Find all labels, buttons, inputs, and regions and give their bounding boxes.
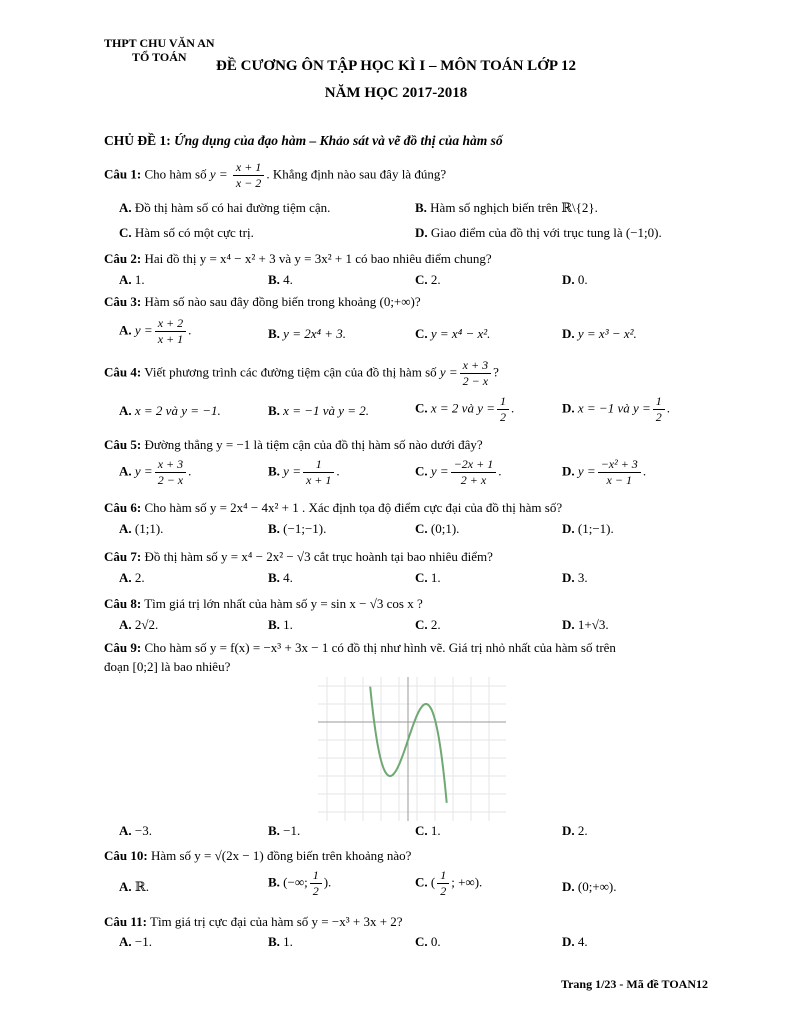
option-letter: A.	[119, 322, 132, 338]
fraction	[653, 394, 665, 425]
option-letter: A.	[119, 934, 132, 949]
q11-option-c	[415, 934, 441, 950]
option-text: y = 2x⁴ + 3.	[283, 326, 347, 341]
option-text: x = 2 và y = −1.	[134, 403, 221, 418]
question-text: . Khẳng định nào sau đây là đúng?	[266, 166, 447, 182]
option-letter: A.	[119, 521, 132, 536]
option-letter: C.	[415, 521, 428, 536]
option-letter: C.	[119, 225, 132, 240]
question-8	[104, 596, 423, 612]
option-text: 1+√3.	[577, 617, 609, 632]
option-text: ; +∞).	[451, 874, 483, 890]
denominator: x − 1	[606, 473, 632, 487]
q1-option-d	[415, 225, 662, 241]
q6-option-b	[268, 521, 326, 537]
numerator: 1	[653, 394, 665, 410]
q9-option-c	[415, 823, 441, 839]
option-text: ℝ.	[134, 879, 149, 894]
question-text: ?	[493, 364, 499, 380]
school-year: NĂM HỌC 2017-2018	[324, 85, 468, 101]
q5-option-d: D. y = $\frac{\text{−x² + 3}}{x - 1}$ .	[562, 457, 647, 487]
question-text: Hai đồ thị y = x⁴ − x² + 3 và y = 3x² + 1 có bao nhiêu điểm chung?	[144, 251, 492, 266]
option-text: x = −1 và y =	[577, 400, 651, 416]
q7-option-c	[415, 570, 441, 586]
question-label: Câu 3:	[104, 294, 142, 309]
option-text: (1;1).	[134, 521, 164, 536]
fraction	[437, 868, 449, 899]
q2-option-b	[268, 272, 293, 288]
q8-option-b	[268, 617, 293, 633]
option-text: (−1;−1).	[283, 521, 327, 536]
option-text: 1.	[430, 823, 441, 838]
numerator: x + 1	[233, 160, 264, 176]
option-letter: B.	[268, 521, 280, 536]
q4-option-d: D. x = −1 và y = $\frac{1}{2}$ .	[562, 394, 671, 424]
q4-option-c: C. x = 2 và y = $\frac{1}{2}$ .	[415, 394, 515, 424]
q11-option-a	[119, 934, 152, 950]
option-text: 2.	[430, 272, 441, 287]
option-letter: D.	[562, 879, 575, 894]
option-letter: C.	[415, 934, 428, 949]
option-text: 1.	[430, 570, 441, 585]
denominator: 2 − x	[157, 473, 184, 487]
option-text: (1;−1).	[577, 521, 614, 536]
option-letter: B.	[268, 934, 280, 949]
fraction	[460, 358, 491, 389]
question-1	[104, 160, 446, 191]
question-text: Hàm số y = √(2x − 1) đồng biến trên khoảng nào?	[150, 848, 412, 863]
option-text: (0;+∞).	[577, 879, 617, 894]
q2-option-d	[562, 272, 588, 288]
option-letter: C.	[415, 874, 428, 890]
fraction	[155, 457, 186, 488]
denominator: 2	[440, 884, 447, 898]
q1-option-c	[119, 225, 254, 241]
option-letter: B.	[268, 874, 280, 890]
option-text: 1.	[283, 617, 293, 632]
q11-option-b	[268, 934, 293, 950]
option-text: Giao điểm của đồ thị với trục tung là (−1;0).	[430, 225, 662, 240]
q5-option-c: C. y = $\frac{-2x + 1}{2 + x}$ .	[415, 457, 502, 487]
function-lhs: y =	[209, 166, 228, 182]
question-10	[104, 848, 411, 864]
denominator: x + 1	[157, 332, 184, 346]
question-label: Câu 11:	[104, 914, 147, 929]
option-letter: B.	[268, 617, 280, 632]
denominator: 2 + x	[460, 473, 487, 487]
option-letter: D.	[415, 225, 428, 240]
option-letter: A.	[119, 463, 132, 479]
option-text: x = −1 và y = 2.	[283, 403, 370, 418]
option-letter: A.	[119, 879, 132, 894]
option-text: 4.	[283, 570, 293, 585]
denominator: 2	[312, 884, 319, 898]
question-label: Câu 2:	[104, 251, 142, 266]
option-letter: C.	[415, 400, 428, 416]
q4-option-a	[119, 403, 221, 419]
option-text: 4.	[283, 272, 293, 287]
q9-option-b	[268, 823, 300, 839]
department-name: TỔ TOÁN	[132, 50, 187, 64]
option-text: −1.	[283, 823, 301, 838]
q1-option-a	[119, 200, 330, 216]
topic-text: Ứng dụng của đạo hàm – Khảo sát và vẽ đồ thị của hàm số	[174, 133, 503, 148]
q2-option-a	[119, 272, 145, 288]
option-letter: D.	[562, 272, 575, 287]
function-lhs: y =	[134, 463, 153, 479]
q2-option-c	[415, 272, 441, 288]
denominator: 2	[655, 410, 662, 424]
question-text: Tìm giá trị cực đại của hàm số y = −x³ + 3x + 2?	[150, 914, 403, 929]
option-letter: C.	[415, 326, 428, 341]
question-label: Câu 6:	[104, 500, 142, 515]
q3-option-d	[562, 326, 637, 342]
option-letter: B.	[268, 823, 280, 838]
option-text: (	[430, 874, 436, 890]
topic-heading	[104, 133, 503, 149]
option-letter: D.	[562, 570, 575, 585]
question-text: Đồ thị hàm số y = x⁴ − 2x² − √3 cắt trục hoành tại bao nhiêu điểm?	[144, 549, 493, 564]
question-label: Câu 1:	[104, 166, 142, 182]
option-letter: D.	[562, 823, 575, 838]
question-label: Câu 10:	[104, 848, 148, 863]
function-lhs: y =	[283, 463, 301, 479]
option-text: 3.	[577, 570, 588, 585]
q7-option-d	[562, 570, 588, 586]
q1-option-b	[415, 200, 598, 216]
option-letter: C.	[415, 823, 428, 838]
q5-option-b: B. y = $\frac{1}{x + 1}$ .	[268, 457, 340, 487]
q6-option-a	[119, 521, 163, 537]
option-text: 0.	[577, 272, 588, 287]
numerator: 1	[310, 868, 322, 884]
option-letter: D.	[562, 326, 575, 341]
q6-option-d	[562, 521, 614, 537]
numerator: 1	[497, 394, 509, 410]
function-lhs: y =	[430, 463, 449, 479]
q8-option-a	[119, 617, 158, 633]
q3-option-a: A. y = $\frac{x + 2}{x + 1}$ .	[119, 316, 192, 346]
option-letter: B.	[268, 463, 280, 479]
q8-option-c	[415, 617, 441, 633]
option-letter: A.	[119, 570, 132, 585]
question-label: Câu 4:	[104, 364, 142, 380]
q3-option-b	[268, 326, 346, 342]
option-letter: C.	[415, 463, 428, 479]
option-letter: D.	[562, 521, 575, 536]
option-text: −3.	[134, 823, 152, 838]
option-text: Đồ thị hàm số có hai đường tiệm cận.	[134, 200, 331, 215]
option-letter: D.	[562, 934, 575, 949]
option-text: −1.	[134, 934, 152, 949]
topic-label: CHỦ ĐỀ 1:	[104, 133, 171, 148]
option-text: y = x⁴ − x².	[430, 326, 491, 341]
option-text: ).	[323, 874, 332, 890]
option-letter: D.	[562, 617, 575, 632]
question-text: Cho hàm số	[144, 166, 207, 182]
fraction	[451, 457, 497, 488]
numerator: −2x + 1	[451, 457, 497, 473]
fraction	[598, 457, 641, 488]
option-text: 1.	[134, 272, 145, 287]
q11-option-d	[562, 934, 588, 950]
q9-option-a	[119, 823, 152, 839]
option-letter: C.	[415, 272, 428, 287]
q10-option-c	[415, 868, 482, 899]
q8-option-d	[562, 617, 609, 633]
option-letter: C.	[415, 617, 428, 632]
fraction	[155, 316, 186, 347]
denominator: 2	[500, 410, 506, 424]
question-label: Câu 8:	[104, 596, 142, 611]
option-letter: C.	[415, 570, 428, 585]
option-text: x = 2 và y =	[430, 400, 495, 416]
option-letter: D.	[562, 463, 575, 479]
numerator: 1	[437, 868, 449, 884]
q3-option-c	[415, 326, 490, 342]
question-text: Tìm giá trị lớn nhất của hàm số y = sin x − √3 cos x ?	[144, 596, 423, 611]
numerator: x + 2	[155, 316, 186, 332]
fraction	[310, 868, 322, 899]
page-footer: Trang 1/23 - Mã đề TOAN12	[560, 977, 708, 991]
fraction	[233, 160, 264, 191]
q4-option-b	[268, 403, 369, 419]
option-text: (0;1).	[430, 521, 460, 536]
numerator: x + 3	[155, 457, 186, 473]
option-letter: A.	[119, 617, 132, 632]
question-5	[104, 437, 483, 453]
fraction	[303, 457, 334, 488]
question-6	[104, 500, 562, 516]
option-letter: A.	[119, 823, 132, 838]
function-graph	[318, 677, 506, 821]
numerator: −x² + 3	[598, 457, 641, 473]
denominator: 2 − x	[462, 374, 489, 388]
question-text: Hàm số nào sau đây đồng biến trong khoảng (0;+∞)?	[144, 294, 421, 309]
option-letter: B.	[268, 570, 280, 585]
numerator: 1	[303, 457, 334, 473]
question-label: Câu 7:	[104, 549, 142, 564]
question-text: Cho hàm số y = f(x) = −x³ + 3x − 1 có đồ thị như hình vẽ. Giá trị nhỏ nhất của hàm số trên	[144, 640, 616, 655]
option-text: 4.	[577, 934, 588, 949]
option-text: y = x³ − x².	[577, 326, 637, 341]
option-text: 1.	[283, 934, 293, 949]
question-text: Viết phương trình các đường tiệm cận của đồ thị hàm số	[144, 364, 437, 380]
option-letter: A.	[119, 272, 132, 287]
question-text: Đường thẳng y = −1 là tiệm cận của đồ thị hàm số nào dưới đây?	[144, 437, 483, 452]
q7-option-a	[119, 570, 145, 586]
document-title: ĐỀ CƯƠNG ÔN TẬP HỌC KÌ I – MÔN TOÁN LỚP 12	[216, 58, 576, 74]
option-text: 0.	[430, 934, 441, 949]
q7-option-b	[268, 570, 293, 586]
q5-option-a: A. y = $\frac{x + 3}{2 - x}$ .	[119, 457, 192, 487]
option-text: 2√2.	[134, 617, 159, 632]
option-text: 2.	[430, 617, 441, 632]
function-lhs: y =	[577, 463, 596, 479]
question-9-cont: đoạn [0;2] là bao nhiêu?	[104, 659, 231, 674]
option-letter: D.	[562, 400, 575, 416]
question-7	[104, 549, 493, 565]
option-letter: B.	[268, 326, 280, 341]
q10-option-b	[268, 868, 331, 899]
question-4	[104, 358, 499, 389]
fraction	[497, 394, 509, 425]
question-3	[104, 294, 421, 310]
q6-option-c	[415, 521, 459, 537]
q10-option-d	[562, 879, 617, 895]
denominator: x − 2	[235, 176, 262, 190]
school-name: THPT CHU VĂN AN	[104, 36, 215, 50]
option-text: 2.	[577, 823, 588, 838]
option-text: 2.	[134, 570, 145, 585]
function-lhs: y =	[439, 364, 458, 380]
function-lhs: y =	[134, 322, 153, 338]
q9-option-d	[562, 823, 588, 839]
option-text: (−∞;	[283, 874, 308, 890]
option-letter: A.	[119, 403, 132, 418]
question-11	[104, 914, 403, 930]
question-text: Cho hàm số y = 2x⁴ − 4x² + 1 . Xác định tọa độ điểm cực đại của đồ thị hàm số?	[144, 500, 563, 515]
question-2	[104, 251, 492, 267]
option-text: Hàm số có một cực trị.	[134, 225, 254, 240]
numerator: x + 3	[460, 358, 491, 374]
question-label: Câu 9:	[104, 640, 142, 655]
question-label: Câu 5:	[104, 437, 142, 452]
option-letter: A.	[119, 200, 132, 215]
denominator: x + 1	[305, 473, 332, 487]
q10-option-a	[119, 879, 149, 895]
question-9	[104, 640, 616, 656]
option-letter: B.	[415, 200, 427, 215]
option-letter: B.	[268, 403, 280, 418]
option-letter: B.	[268, 272, 280, 287]
option-text: Hàm số nghịch biến trên ℝ\{2}.	[430, 200, 598, 215]
